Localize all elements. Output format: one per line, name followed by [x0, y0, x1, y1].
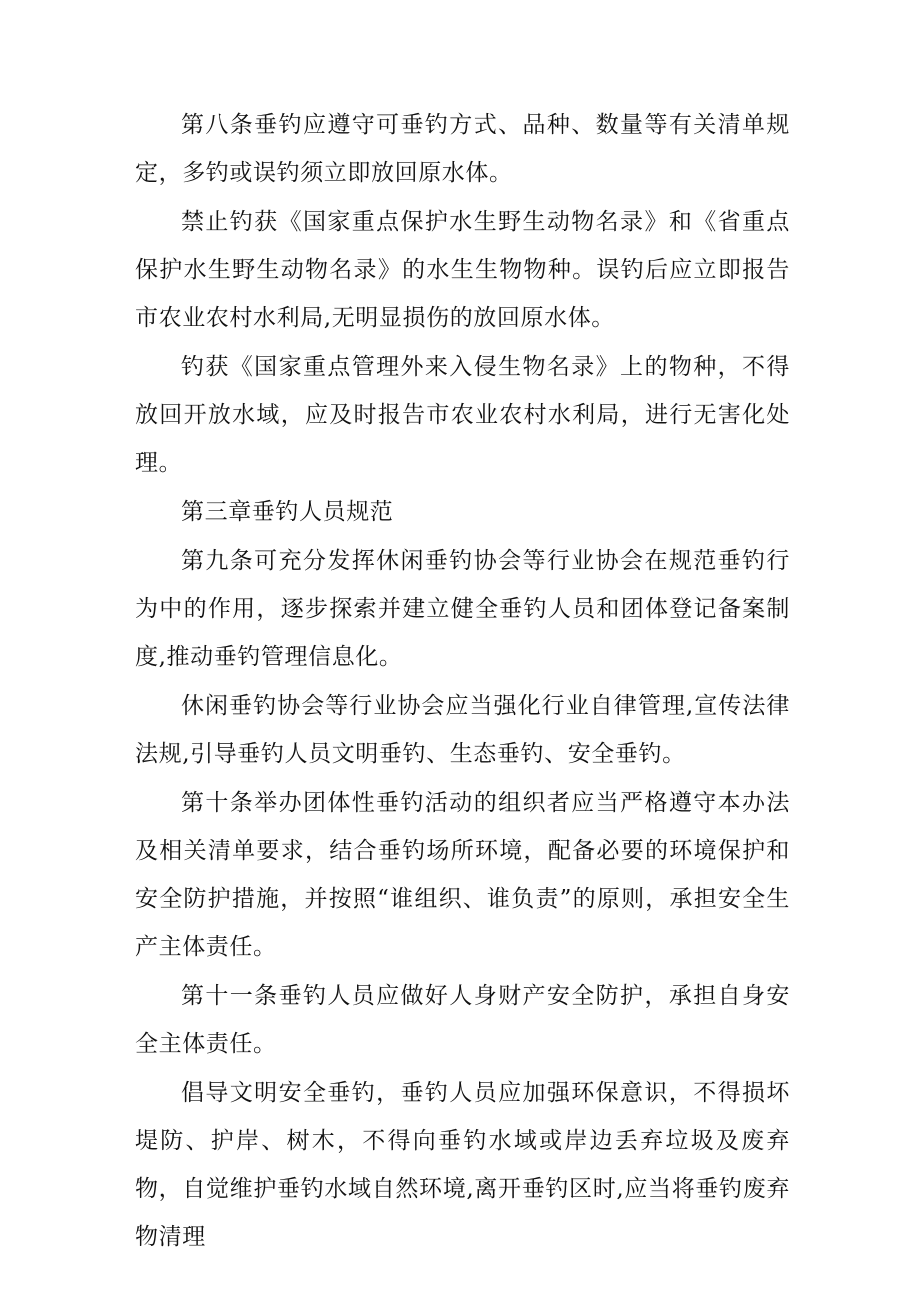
- paragraph-article-9: 第九条可充分发挥休闲垂钓协会等行业协会在规范垂钓行为中的作用，逐步探索并建立健全垂钓人员和团体登记备案制度,推动垂钓管理信息化。: [135, 548, 790, 670]
- paragraph-article-8: 第八条垂钓应遵守可垂钓方式、品种、数量等有关清单规定，多钓或误钓须立即放回原水体。: [135, 112, 790, 186]
- paragraph-article-11: 第十一条垂钓人员应做好人身财产安全防护，承担自身安全主体责任。: [135, 983, 790, 1057]
- document-body: [135, 101, 790, 1262]
- chapter-heading: 第三章垂钓人员规范: [181, 499, 394, 525]
- paragraph-protected-species: 禁止钓获《国家重点保护水生野生动物名录》和《省重点保护水生野生动物名录》的水生生物物种。误钓后应立即报告市农业农村水利局,无明显损伤的放回原水体。: [135, 209, 790, 331]
- paragraph-association-self-discipline: 休闲垂钓协会等行业协会应当强化行业自律管理,宣传法律法规,引导垂钓人员文明垂钓、生态垂钓、安全垂钓。: [135, 693, 790, 767]
- paragraph-civilized-fishing: 倡导文明安全垂钓，垂钓人员应加强环保意识，不得损坏堤防、护岸、树木，不得向垂钓水域或岸边丢弃垃圾及废弃物，自觉维护垂钓水域自然环境,离开垂钓区时,应当将垂钓废弃物清理: [135, 1080, 790, 1250]
- paragraph-article-10: 第十条举办团体性垂钓活动的组织者应当严格遵守本办法及相关清单要求，结合垂钓场所环境，配备必要的环境保护和安全防护措施，并按照“谁组织、谁负责”的原则，承担安全生产主体责任。: [135, 790, 790, 960]
- paragraph-invasive-species: 钓获《国家重点管理外来入侵生物名录》上的物种，不得放回开放水域，应及时报告市农业农村水利局，进行无害化处理。: [135, 354, 790, 476]
